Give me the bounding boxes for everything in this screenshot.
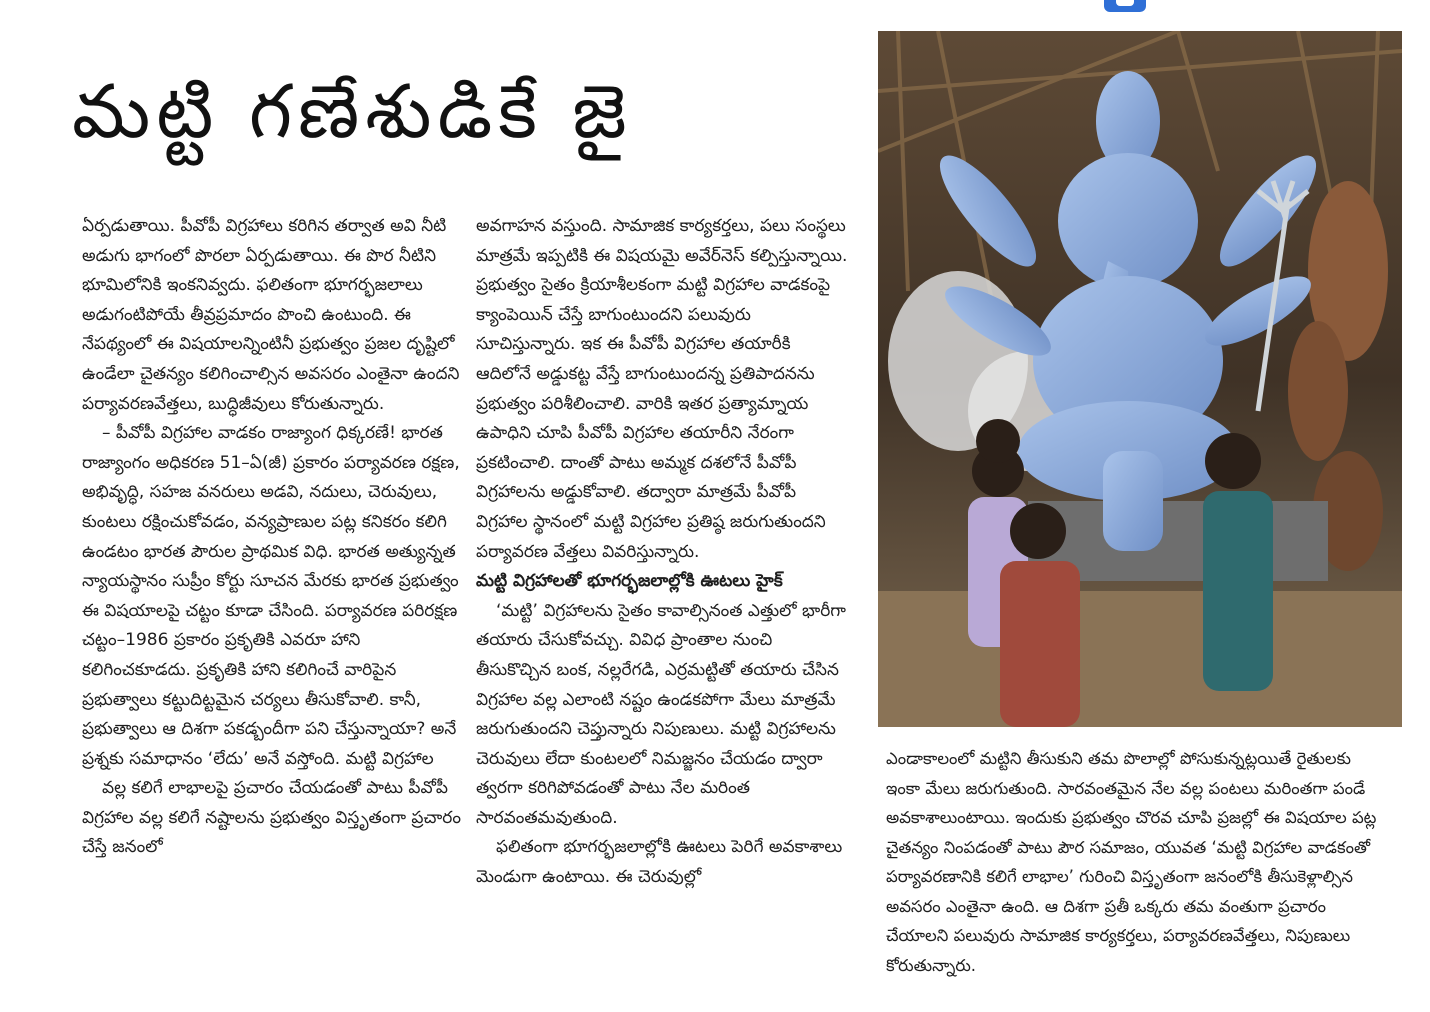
headline: మట్టి గణేశుడికే జై bbox=[72, 69, 633, 155]
paragraph: ‘మట్టి’ విగ్రహాలను సైతం కావాల్సినంత ఎత్తులో భారీగా తయారు చేసుకోవచ్చు. వివిధ ప్రాంతాల నుంచి తీసుకొచ్చిన బంక, నల్లరేగడి, ఎర్రమట్టితో తయారు చేసిన విగ్రహాల వల్ల ఎలాంటి నష్టం ఉండకపోగా మేలు మాత్రమే జరుగుతుందని చెప్తున్నారు నిపుణులు. మట్టి విగ్రహాలను చెరువులు లేదా కుంటలలో నిమజ్జనం చేయడం ద్వారా త్వరగా కరిగిపోవడంతో పాటు నేల మరింత సారవంతమవుతుంది. bbox=[476, 600, 846, 828]
subheading: మట్టి విగ్రహాలతో భూగర్భజలాల్లోకి ఊటలు హైక్ bbox=[476, 571, 783, 592]
paragraph: ఏర్పడుతాయి. పీవోపీ విగ్రహాలు కరిగిన తర్వాత అవి నీటి అడుగు భాగంలో పొరలా ఏర్పడుతాయి. ఈ పొర నీటిని భూమిలోనికి ఇంకనివ్వదు. ఫలితంగా భూగర్భజలాలు అడుగంటిపోయే తీవ్రప్రమాదం పొంచి ఉంటుంది. ఈ నేపథ్యంలో ఈ విషయాలన్నింటినీ ప్రభుత్వం ప్రజల దృష్టిలో ఉండేలా చైతన్యం కలిగించాల్సిన అవసరం ఎంతైనా ఉందని పర్యావరణవేత్తలు, బుద్ధిజీవులు కోరుతున్నారు. bbox=[82, 216, 460, 414]
paragraph: అవగాహన వస్తుంది. సామాజిక కార్యకర్తలు, పలు సంస్థలు మాత్రమే ఇప్పటికి ఈ విషయమై అవేర్‌నెస్ కల్పిస్తున్నాయి. ప్రభుత్వం సైతం క్రియాశీలకంగా మట్టి విగ్రహాల వాడకంపై క్యాంపెయిన్ చేస్తే బాగుంటుందని పలువురు సూచిస్తున్నారు. ఇక ఈ పీవోపీ విగ్రహాల తయారీకి ఆదిలోనే అడ్డుకట్ట వేస్తే బాగుంటుందన్న ప్రతిపాదనను ప్రభుత్వం పరిశీలించాలి. వారికి ఇతర ప్రత్యామ్నాయ ఉపాధిని చూపి పీవోపీ విగ్రహాల తయారీని నేరంగా ప్రకటించాలి. దాంతో పాటు అమ్మక దశలోనే పీవోపీ విగ్రహాలను అడ్డుకోవాలి. తద్వారా మాత్రమే పీవోపీ విగ్రహాల స్థానంలో మట్టి విగ్రహాల ప్రతిష్ఠ జరుగుతుందని పర్యావరణ వేత్తలు వివరిస్తున్నారు. bbox=[476, 216, 848, 562]
paragraph: వల్ల కలిగే లాభాలపై ప్రచారం చేయడంతో పాటు పీవోపీ విగ్రహాల వల్ల కలిగే నష్టాలను ప్రభుత్వం విస్తృతంగా ప్రచారం చేస్తే జనంలో bbox=[82, 778, 461, 858]
article-column-2 bbox=[476, 212, 848, 893]
photo-illustration bbox=[878, 31, 1402, 727]
ganesha-idol-photo bbox=[878, 31, 1402, 727]
paragraph: ఫలితంగా భూగర్భజలాల్లోకి ఊటలు పెరిగే అవకాశాలు మెండుగా ఉంటాయి. ఈ చెరువుల్లో bbox=[476, 837, 843, 888]
paragraph: ఎండాకాలంలో మట్టిని తీసుకుని తమ పొలాల్లో పోసుకున్నట్లయితే రైతులకు ఇంకా మేలు జరుగుతుంది. సారవంతమైన నేల వల్ల పంటలు మరింతగా పండే అవకాశాలుంటాయి. ఇందుకు ప్రభుత్వం చొరవ చూపి ప్రజల్లో ఈ విషయాల పట్ల చైతన్యం నింపడంతో పాటు పౌర సమాజం, యువత ‘మట్టి విగ్రహాల వాడకంతో పర్యావరణానికి కలిగే లాభాల’ గురించి విస్తృతంగా జనంలోకి తీసుకెళ్లాల్సిన అవసరం ఎంతైనా ఉంది. ఆ దిశగా ప్రతీ ఒక్కరు తమ వంతుగా ప్రచారం చేయాలని పలువురు సామాజిక కార్యకర్తలు, పర్యావరణవేత్తలు, నిపుణులు కోరుతున్నారు. bbox=[886, 749, 1377, 975]
article-column-1 bbox=[82, 212, 466, 863]
photo-caption-column bbox=[886, 744, 1386, 980]
paragraph: – పీవోపీ విగ్రహాల వాడకం రాజ్యాంగ ధిక్కరణే! భారత రాజ్యాంగం అధికరణ 51–ఏ(జీ) ప్రకారం పర్యావరణ రక్షణ, అభివృద్ధి, సహజ వనరులు అడవి, నదులు, చెరువులు, కుంటలు రక్షించుకోవడం, వన్యప్రాణుల పట్ల కనికరం కలిగి ఉండటం భారత పౌరుల ప్రాథమిక విధి. భారత అత్యున్నత న్యాయస్థానం సుప్రీం కోర్టు సూచన మేరకు భారత ప్రభుత్వం ఈ విషయాలపై చట్టం కూడా చేసింది. పర్యావరణ పరిరక్షణ చట్టం–1986 ప్రకారం ప్రకృతికి ఎవరూ హాని కలిగించకూడదు. ప్రకృతికి హాని కలిగించే వారిపైన ప్రభుత్వాలు కట్టుదిట్టమైన చర్యలు తీసుకోవాలి. కానీ, ప్రభుత్వాలు ఆ దిశగా పకడ్బందీగా పని చేస్తున్నాయా? అనే ప్రశ్నకు సమాధానం ‘లేదు’ అనే వస్తోంది. మట్టి విగ్రహాల bbox=[82, 423, 460, 769]
publication-corner-mark bbox=[1104, 0, 1146, 12]
